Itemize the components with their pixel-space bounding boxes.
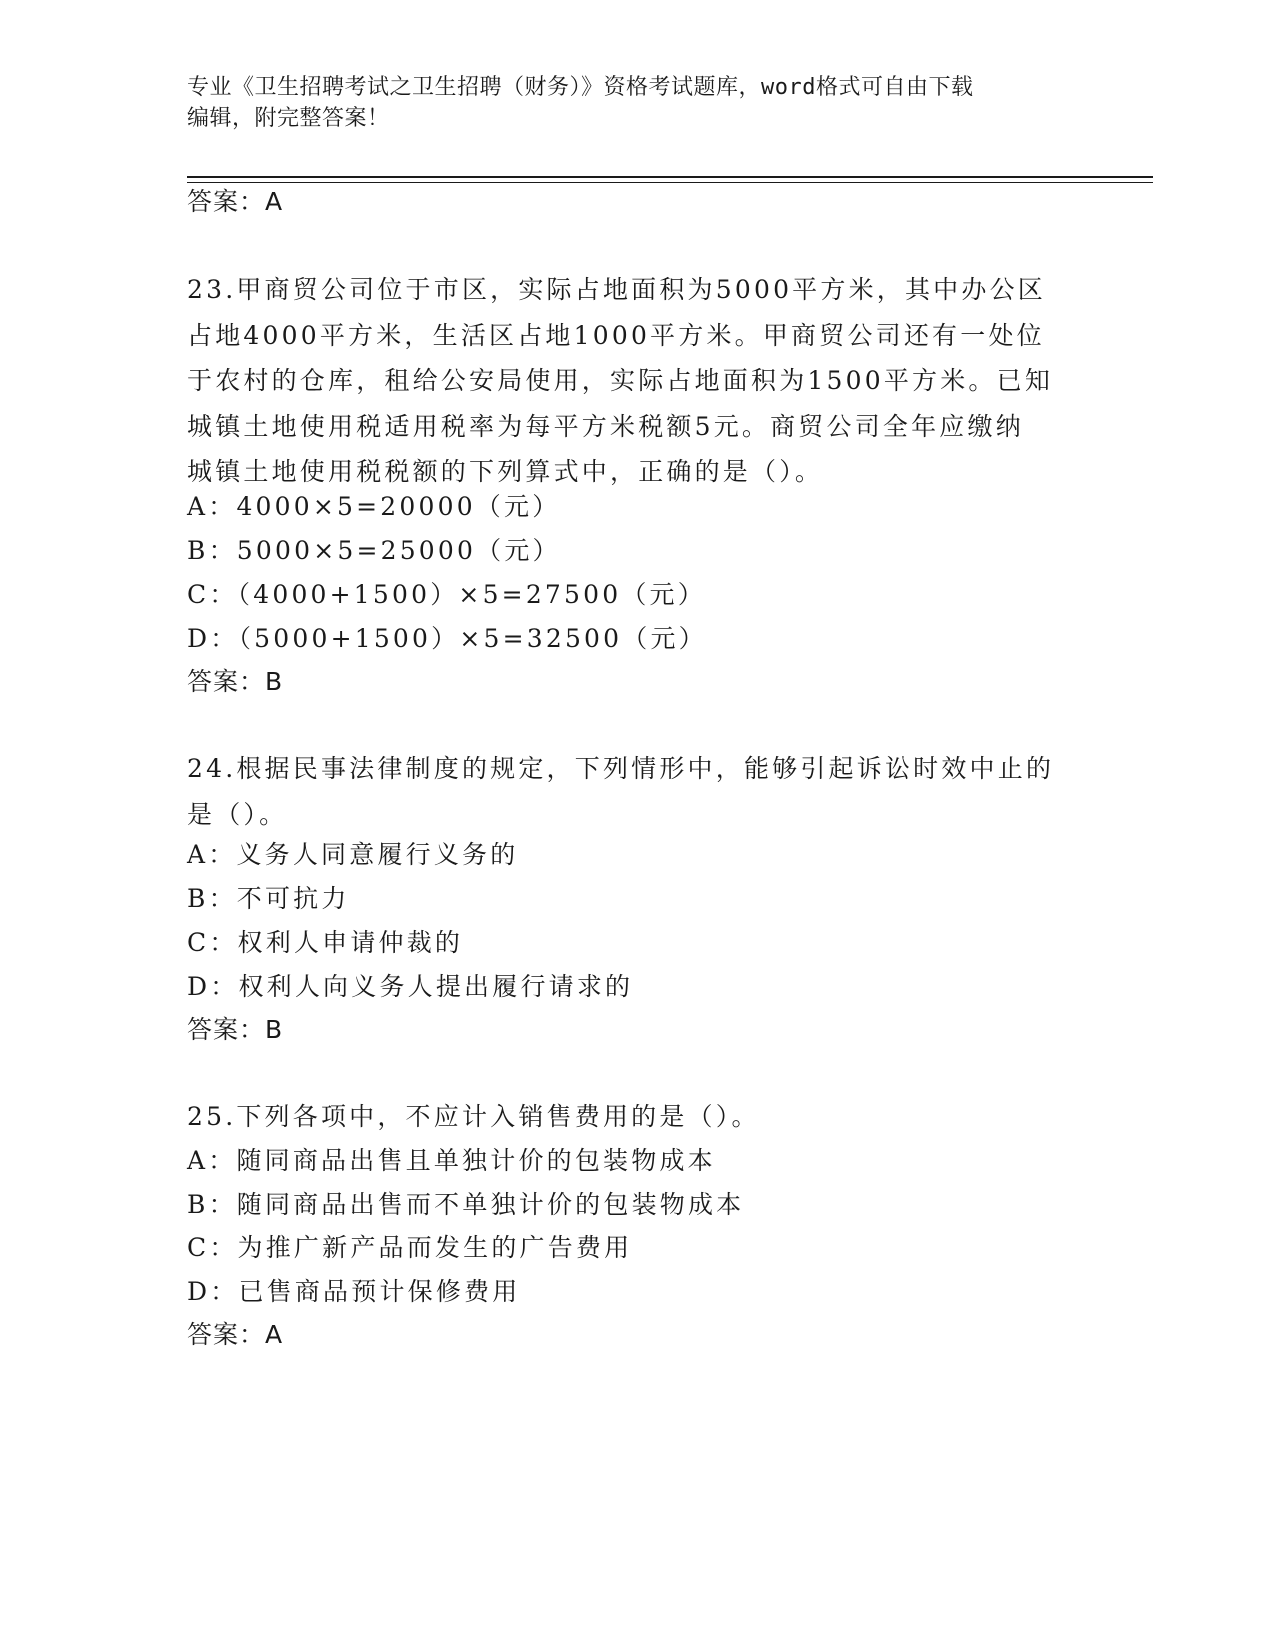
question-25-option-b: B：随同商品出售而不单独计价的包装物成本 — [187, 1190, 745, 1219]
document-header — [187, 72, 1067, 134]
question-23-option-a: A：4000×5=20000（元） — [187, 492, 561, 521]
header-line-1: 专业《卫生招聘考试之卫生招聘（财务）》资格考试题库，word格式可自由下载 — [187, 75, 974, 100]
question-text-line: 占地4000平方米，生活区占地1000平方米。甲商贸公司还有一处位 — [187, 320, 1045, 350]
question-24-text — [187, 746, 1067, 837]
question-23-text — [187, 267, 1067, 495]
question-23-option-c: C：（4000+1500）×5=27500（元） — [187, 580, 706, 609]
question-23-answer: 答案：B — [187, 667, 284, 696]
question-text-line: 城镇土地使用税税额的下列算式中，正确的是（）。 — [187, 457, 824, 486]
question-23-option-d: D：（5000+1500）×5=32500（元） — [187, 624, 707, 653]
question-text-line: 25.下列各项中，不应计入销售费用的是（）。 — [187, 1102, 760, 1131]
question-24-option-d: D：权利人向义务人提出履行请求的 — [187, 972, 634, 1001]
header-line-2: 编辑，附完整答案！ — [187, 106, 390, 131]
question-text-line: 23.甲商贸公司位于市区，实际占地面积为5000平方米，其中办公区 — [187, 275, 1046, 304]
question-24-option-b: B：不可抗力 — [187, 884, 350, 913]
question-25-option-d: D：已售商品预计保修费用 — [187, 1277, 521, 1306]
question-text-line: 是（）。 — [187, 799, 288, 829]
header-divider-thin — [187, 182, 1153, 183]
question-23-option-b: B：5000×5=25000（元） — [187, 536, 561, 565]
question-25-option-c: C：为推广新产品而发生的广告费用 — [187, 1233, 633, 1262]
question-25-option-a: A：随同商品出售且单独计价的包装物成本 — [187, 1146, 716, 1175]
question-text-line: 24.根据民事法律制度的规定，下列情形中，能够引起诉讼时效中止的 — [187, 754, 1055, 783]
question-24-option-a: A：义务人同意履行义务的 — [187, 840, 519, 869]
header-divider-thick — [187, 176, 1153, 178]
question-text-line: 于农村的仓库，租给公安局使用，实际占地面积为1500平方米。已知 — [187, 366, 1054, 395]
question-25-answer: 答案：A — [187, 1320, 284, 1349]
previous-answer: 答案：A — [187, 187, 284, 216]
question-24-option-c: C：权利人申请仲裁的 — [187, 928, 464, 957]
question-25-text — [187, 1094, 1067, 1140]
question-text-line: 城镇土地使用税适用税率为每平方米税额5元。商贸公司全年应缴纳 — [187, 411, 1024, 441]
question-24-answer: 答案：B — [187, 1015, 284, 1044]
